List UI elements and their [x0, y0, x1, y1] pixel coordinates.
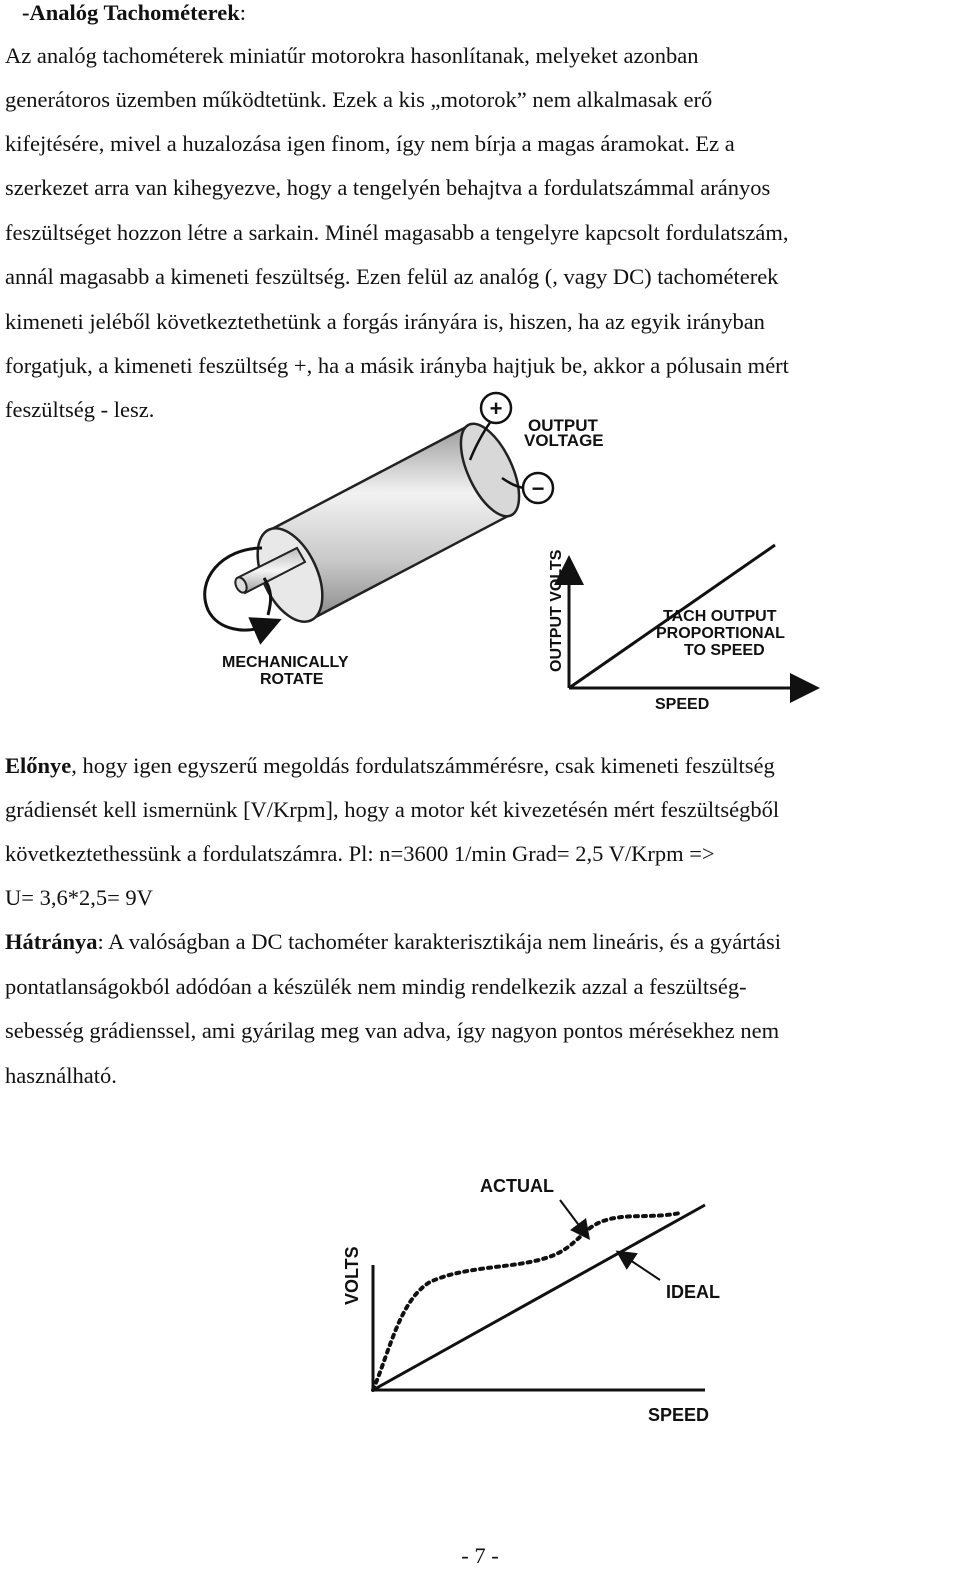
disadvantage-line: pontatlanságokból adódóan a készülék nem mindig rendelkezik azzal a feszültség- [5, 974, 747, 999]
mechanically-rotate-label-2: ROTATE [260, 671, 324, 688]
tach-output-graph [548, 545, 805, 713]
tach-label-1: TACH OUTPUT [663, 608, 777, 625]
tach-label-3: TO SPEED [684, 642, 765, 659]
actual-pointer-arrow [560, 1200, 584, 1232]
intro-line: kimeneti jeléből következtethetünk a forgás irányára is, hiszen, ha az egyik irányban [5, 309, 765, 334]
advantage-line [5, 751, 775, 781]
disadvantage-line: használható. [5, 1063, 117, 1088]
intro-line: kifejtésére, mivel a huzalozása igen finom, így nem bírja a magas áramokat. Ez a [5, 131, 735, 156]
tach-label-2: PROPORTIONAL [656, 625, 785, 642]
output-voltage-label-2: VOLTAGE [524, 431, 604, 450]
intro-line: feszültséget hozzon létre a sarkain. Minél magasabb a tengelyre kapcsolt fordulatszám, [5, 220, 789, 245]
page-number: - 7 - [461, 1543, 499, 1568]
disadvantage-line: sebesség grádienssel, ami gyárilag meg van adva, így nagyon pontos mérésekhez nem [5, 1018, 780, 1043]
heading-suffix: : [239, 0, 246, 25]
ideal-pointer-arrow [624, 1256, 660, 1280]
heading-prefix: - [22, 0, 30, 25]
advantage-line: grádiensét kell ismernünk [V/Krpm], hogy a motor két kivezetésén mért feszültségből [5, 797, 780, 822]
advantage-line: következtethessünk a fordulatszámra. Pl: n=3600 1/min Grad= 2,5 V/Krpm => [5, 841, 715, 866]
actual-label: ACTUAL [480, 1176, 554, 1196]
section-heading [22, 0, 246, 28]
disadvantage-rest: : A valóságban a DC tachométer karakterisztikája nem lineáris, és a gyártási [97, 929, 782, 954]
minus-terminal-icon [523, 473, 553, 503]
ideal-line [373, 1205, 705, 1390]
ideal-label: IDEAL [666, 1282, 720, 1302]
actual-vs-ideal-figure [330, 1160, 730, 1440]
tachometer-figure [0, 385, 960, 725]
volts-axis-label: VOLTS [342, 1246, 362, 1305]
speed-axis-label: SPEED [648, 1405, 710, 1425]
advantage-rest: , hogy igen egyszerű megoldás fordulatszámmérésre, csak kimeneti feszültség [71, 753, 775, 778]
speed-axis-label: SPEED [655, 696, 710, 713]
plus-symbol: + [489, 396, 503, 421]
disadvantage-line [5, 927, 781, 957]
plus-terminal-icon [481, 393, 511, 423]
output-voltage-label-1: OUTPUT [528, 416, 598, 435]
intro-line: annál magasabb a kimeneti feszültség. Ezen felül az analóg (, vagy DC) tachométerek [5, 264, 779, 289]
advantage-line: U= 3,6*2,5= 9V [5, 885, 153, 910]
intro-line: Az analóg tachométerek miniatűr motorokra hasonlítanak, melyeket azonban [5, 43, 699, 68]
advantage-bold: Előnye [5, 753, 72, 778]
minus-symbol: − [531, 476, 545, 501]
intro-line: forgatjuk, a kimeneti feszültség +, ha a másik irányba hajtjuk be, akkor a pólusain mért [5, 353, 789, 378]
intro-line: generátoros üzemben működtetünk. Ezek a kis „motorok” nem alkalmasak erő [5, 87, 713, 112]
mechanically-rotate-label-1: MECHANICALLY [222, 654, 349, 671]
motor-cylinder [244, 415, 531, 631]
intro-line: feszültség - lesz. [5, 397, 155, 422]
heading-title: Analóg Tachométerek [29, 0, 240, 25]
output-volts-axis-label: OUTPUT VOLTS [548, 549, 565, 672]
intro-line: szerkezet arra van kihegyezve, hogy a tengelyén behajtva a fordulatszámmal arányos [5, 175, 771, 200]
disadvantage-bold: Hátránya [5, 929, 98, 954]
